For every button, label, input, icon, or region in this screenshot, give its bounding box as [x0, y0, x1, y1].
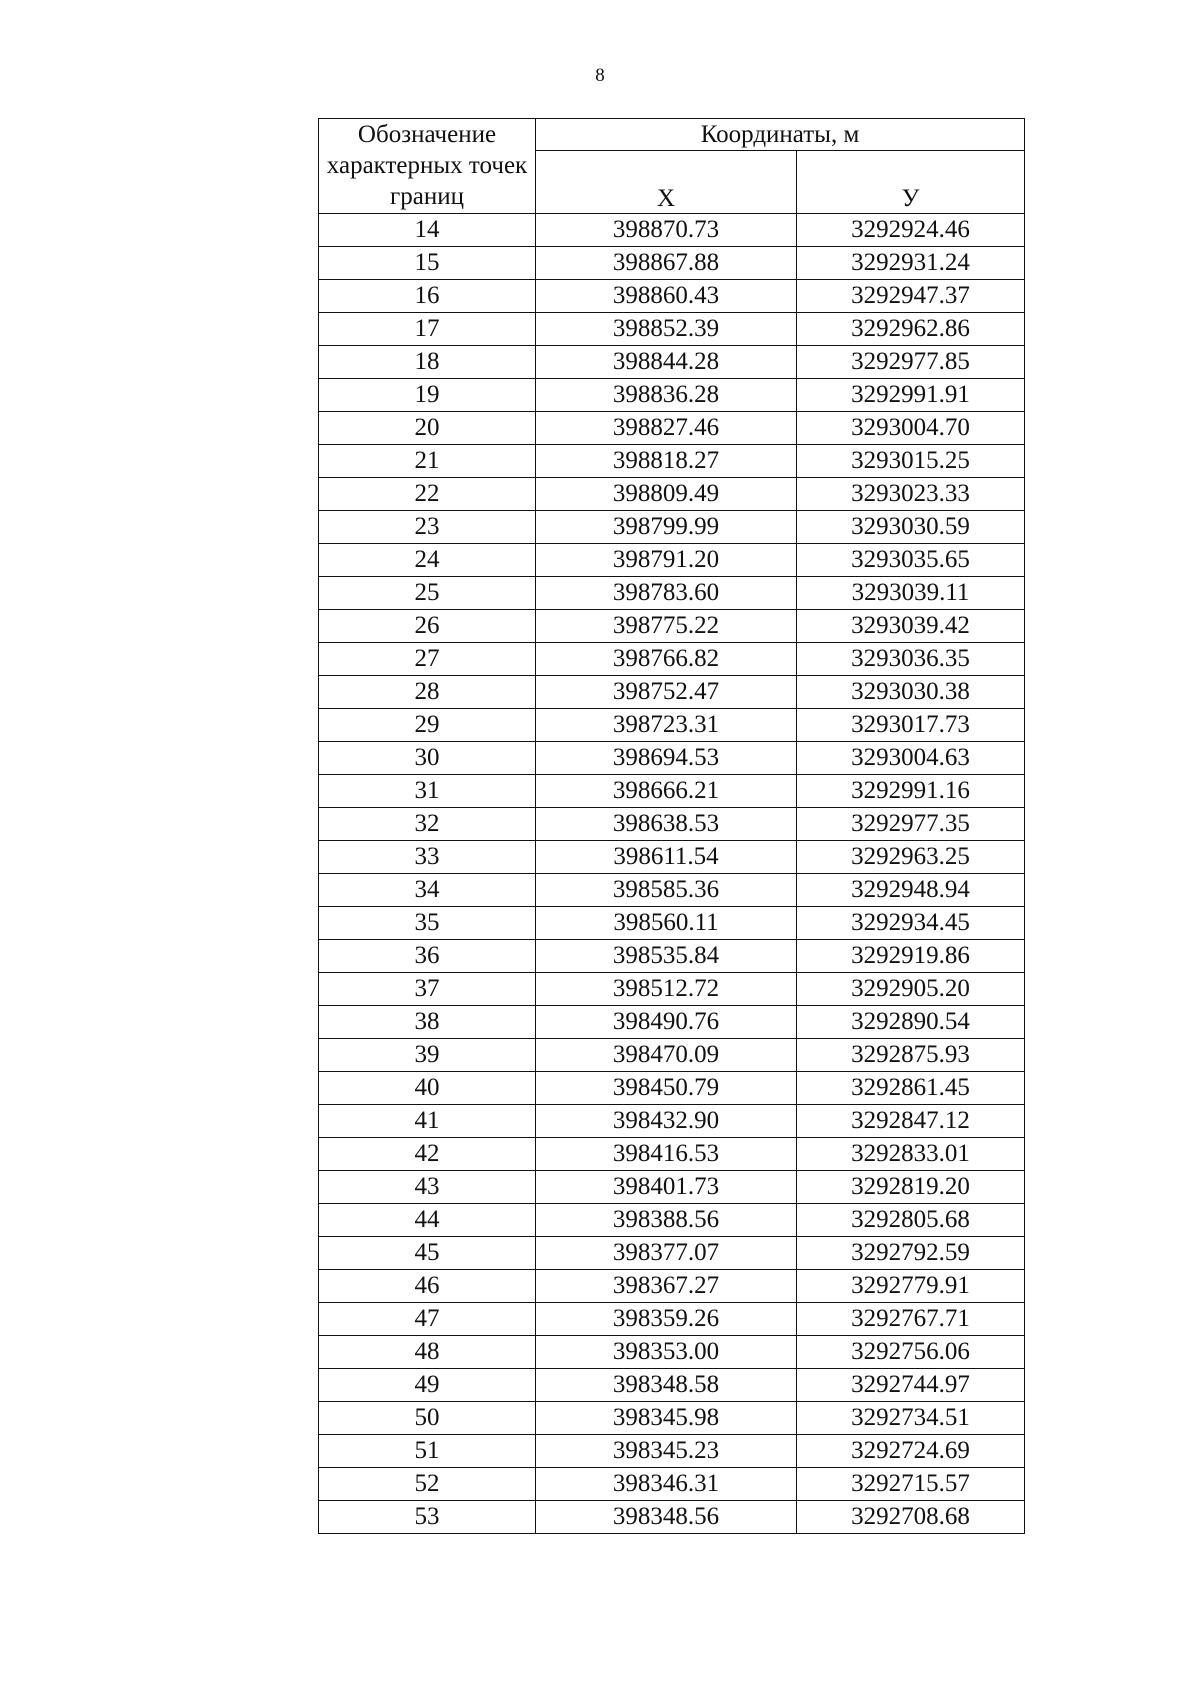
point-number-cell: 15 — [319, 247, 536, 280]
point-number-cell: 47 — [319, 1303, 536, 1336]
point-number-cell: 30 — [319, 742, 536, 775]
y-coordinate-cell: 3292715.57 — [797, 1468, 1025, 1501]
table-row — [319, 280, 1025, 313]
table-row — [319, 1336, 1025, 1369]
y-coordinate-cell: 3293030.59 — [797, 511, 1025, 544]
header-y: У — [797, 151, 1025, 214]
point-number-cell: 42 — [319, 1138, 536, 1171]
y-coordinate-cell: 3292833.01 — [797, 1138, 1025, 1171]
x-coordinate-cell: 398860.43 — [536, 280, 797, 313]
y-coordinate-cell: 3293039.11 — [797, 577, 1025, 610]
header-point-designation: Обозначение характерных точек границ — [319, 119, 536, 214]
point-number-cell: 21 — [319, 445, 536, 478]
x-coordinate-cell: 398775.22 — [536, 610, 797, 643]
y-coordinate-cell: 3292708.68 — [797, 1501, 1025, 1534]
table-row — [319, 346, 1025, 379]
point-number-cell: 44 — [319, 1204, 536, 1237]
table-row — [319, 841, 1025, 874]
y-coordinate-cell: 3292991.91 — [797, 379, 1025, 412]
x-coordinate-cell: 398611.54 — [536, 841, 797, 874]
x-coordinate-cell: 398791.20 — [536, 544, 797, 577]
y-coordinate-cell: 3292977.35 — [797, 808, 1025, 841]
point-number-cell: 33 — [319, 841, 536, 874]
table-row — [319, 379, 1025, 412]
point-number-cell: 35 — [319, 907, 536, 940]
x-coordinate-cell: 398367.27 — [536, 1270, 797, 1303]
table-row — [319, 1270, 1025, 1303]
x-coordinate-cell: 398416.53 — [536, 1138, 797, 1171]
table-row — [319, 1303, 1025, 1336]
table-row — [319, 412, 1025, 445]
point-number-cell: 53 — [319, 1501, 536, 1534]
coordinates-table — [318, 118, 1025, 1534]
table-row — [319, 709, 1025, 742]
point-number-cell: 16 — [319, 280, 536, 313]
y-coordinate-cell: 3293039.42 — [797, 610, 1025, 643]
table-row — [319, 214, 1025, 247]
table-header — [319, 119, 1025, 214]
y-coordinate-cell: 3293015.25 — [797, 445, 1025, 478]
point-number-cell: 22 — [319, 478, 536, 511]
x-coordinate-cell: 398359.26 — [536, 1303, 797, 1336]
y-coordinate-cell: 3292792.59 — [797, 1237, 1025, 1270]
x-coordinate-cell: 398809.49 — [536, 478, 797, 511]
table-row — [319, 247, 1025, 280]
table-row — [319, 1039, 1025, 1072]
point-number-cell: 38 — [319, 1006, 536, 1039]
point-number-cell: 43 — [319, 1171, 536, 1204]
point-number-cell: 20 — [319, 412, 536, 445]
y-coordinate-cell: 3292847.12 — [797, 1105, 1025, 1138]
table-row — [319, 907, 1025, 940]
y-coordinate-cell: 3293030.38 — [797, 676, 1025, 709]
table-row — [319, 610, 1025, 643]
point-number-cell: 18 — [319, 346, 536, 379]
table-row — [319, 775, 1025, 808]
x-coordinate-cell: 398766.82 — [536, 643, 797, 676]
x-coordinate-cell: 398353.00 — [536, 1336, 797, 1369]
point-number-cell: 50 — [319, 1402, 536, 1435]
point-number-cell: 17 — [319, 313, 536, 346]
y-coordinate-cell: 3292962.86 — [797, 313, 1025, 346]
table-row — [319, 1072, 1025, 1105]
table-row — [319, 544, 1025, 577]
x-coordinate-cell: 398752.47 — [536, 676, 797, 709]
point-number-cell: 41 — [319, 1105, 536, 1138]
table-row — [319, 643, 1025, 676]
x-coordinate-cell: 398348.58 — [536, 1369, 797, 1402]
x-coordinate-cell: 398535.84 — [536, 940, 797, 973]
point-number-cell: 31 — [319, 775, 536, 808]
point-number-cell: 32 — [319, 808, 536, 841]
x-coordinate-cell: 398666.21 — [536, 775, 797, 808]
x-coordinate-cell: 398585.36 — [536, 874, 797, 907]
x-coordinate-cell: 398638.53 — [536, 808, 797, 841]
point-number-cell: 29 — [319, 709, 536, 742]
x-coordinate-cell: 398345.98 — [536, 1402, 797, 1435]
x-coordinate-cell: 398346.31 — [536, 1468, 797, 1501]
point-number-cell: 37 — [319, 973, 536, 1006]
y-coordinate-cell: 3292963.25 — [797, 841, 1025, 874]
table-row — [319, 1138, 1025, 1171]
table-row — [319, 1369, 1025, 1402]
point-number-cell: 27 — [319, 643, 536, 676]
y-coordinate-cell: 3292805.68 — [797, 1204, 1025, 1237]
point-number-cell: 51 — [319, 1435, 536, 1468]
y-coordinate-cell: 3292947.37 — [797, 280, 1025, 313]
x-coordinate-cell: 398818.27 — [536, 445, 797, 478]
y-coordinate-cell: 3292991.16 — [797, 775, 1025, 808]
table-row — [319, 1204, 1025, 1237]
point-number-cell: 26 — [319, 610, 536, 643]
y-coordinate-cell: 3292977.85 — [797, 346, 1025, 379]
x-coordinate-cell: 398783.60 — [536, 577, 797, 610]
y-coordinate-cell: 3293035.65 — [797, 544, 1025, 577]
table-row — [319, 940, 1025, 973]
y-coordinate-cell: 3292734.51 — [797, 1402, 1025, 1435]
x-coordinate-cell: 398348.56 — [536, 1501, 797, 1534]
table-row — [319, 445, 1025, 478]
y-coordinate-cell: 3292756.06 — [797, 1336, 1025, 1369]
y-coordinate-cell: 3293023.33 — [797, 478, 1025, 511]
y-coordinate-cell: 3292875.93 — [797, 1039, 1025, 1072]
table-row — [319, 1237, 1025, 1270]
x-coordinate-cell: 398512.72 — [536, 973, 797, 1006]
table-row — [319, 577, 1025, 610]
table-row — [319, 478, 1025, 511]
y-coordinate-cell: 3292924.46 — [797, 214, 1025, 247]
x-coordinate-cell: 398377.07 — [536, 1237, 797, 1270]
page-number: 8 — [595, 65, 605, 86]
table-row — [319, 808, 1025, 841]
x-coordinate-cell: 398799.99 — [536, 511, 797, 544]
point-number-cell: 39 — [319, 1039, 536, 1072]
point-number-cell: 46 — [319, 1270, 536, 1303]
y-coordinate-cell: 3293004.63 — [797, 742, 1025, 775]
table-row — [319, 874, 1025, 907]
x-coordinate-cell: 398844.28 — [536, 346, 797, 379]
y-coordinate-cell: 3292948.94 — [797, 874, 1025, 907]
y-coordinate-cell: 3293004.70 — [797, 412, 1025, 445]
table-row — [319, 1435, 1025, 1468]
x-coordinate-cell: 398836.28 — [536, 379, 797, 412]
y-coordinate-cell: 3292861.45 — [797, 1072, 1025, 1105]
table-row — [319, 1171, 1025, 1204]
point-number-cell: 25 — [319, 577, 536, 610]
y-coordinate-cell: 3293036.35 — [797, 643, 1025, 676]
point-number-cell: 40 — [319, 1072, 536, 1105]
x-coordinate-cell: 398827.46 — [536, 412, 797, 445]
header-x: Х — [536, 151, 797, 214]
table-body — [319, 214, 1025, 1534]
y-coordinate-cell: 3292919.86 — [797, 940, 1025, 973]
x-coordinate-cell: 398450.79 — [536, 1072, 797, 1105]
y-coordinate-cell: 3292779.91 — [797, 1270, 1025, 1303]
x-coordinate-cell: 398401.73 — [536, 1171, 797, 1204]
point-number-cell: 48 — [319, 1336, 536, 1369]
x-coordinate-cell: 398345.23 — [536, 1435, 797, 1468]
y-coordinate-cell: 3292905.20 — [797, 973, 1025, 1006]
point-number-cell: 49 — [319, 1369, 536, 1402]
x-coordinate-cell: 398694.53 — [536, 742, 797, 775]
x-coordinate-cell: 398560.11 — [536, 907, 797, 940]
point-number-cell: 19 — [319, 379, 536, 412]
y-coordinate-cell: 3292724.69 — [797, 1435, 1025, 1468]
y-coordinate-cell: 3292767.71 — [797, 1303, 1025, 1336]
table-row — [319, 1468, 1025, 1501]
table-row — [319, 1402, 1025, 1435]
point-number-cell: 14 — [319, 214, 536, 247]
table-row — [319, 313, 1025, 346]
y-coordinate-cell: 3293017.73 — [797, 709, 1025, 742]
table-row — [319, 1006, 1025, 1039]
x-coordinate-cell: 398723.31 — [536, 709, 797, 742]
table-row — [319, 511, 1025, 544]
table-row — [319, 973, 1025, 1006]
y-coordinate-cell: 3292931.24 — [797, 247, 1025, 280]
x-coordinate-cell: 398470.09 — [536, 1039, 797, 1072]
point-number-cell: 28 — [319, 676, 536, 709]
table-row — [319, 742, 1025, 775]
table-row — [319, 1501, 1025, 1534]
point-number-cell: 24 — [319, 544, 536, 577]
point-number-cell: 52 — [319, 1468, 536, 1501]
table-row — [319, 676, 1025, 709]
x-coordinate-cell: 398388.56 — [536, 1204, 797, 1237]
header-coordinates: Координаты, м — [536, 119, 1025, 151]
point-number-cell: 23 — [319, 511, 536, 544]
point-number-cell: 45 — [319, 1237, 536, 1270]
table-row — [319, 1105, 1025, 1138]
x-coordinate-cell: 398867.88 — [536, 247, 797, 280]
point-number-cell: 34 — [319, 874, 536, 907]
x-coordinate-cell: 398490.76 — [536, 1006, 797, 1039]
point-number-cell: 36 — [319, 940, 536, 973]
y-coordinate-cell: 3292819.20 — [797, 1171, 1025, 1204]
x-coordinate-cell: 398852.39 — [536, 313, 797, 346]
y-coordinate-cell: 3292890.54 — [797, 1006, 1025, 1039]
x-coordinate-cell: 398870.73 — [536, 214, 797, 247]
y-coordinate-cell: 3292744.97 — [797, 1369, 1025, 1402]
x-coordinate-cell: 398432.90 — [536, 1105, 797, 1138]
y-coordinate-cell: 3292934.45 — [797, 907, 1025, 940]
